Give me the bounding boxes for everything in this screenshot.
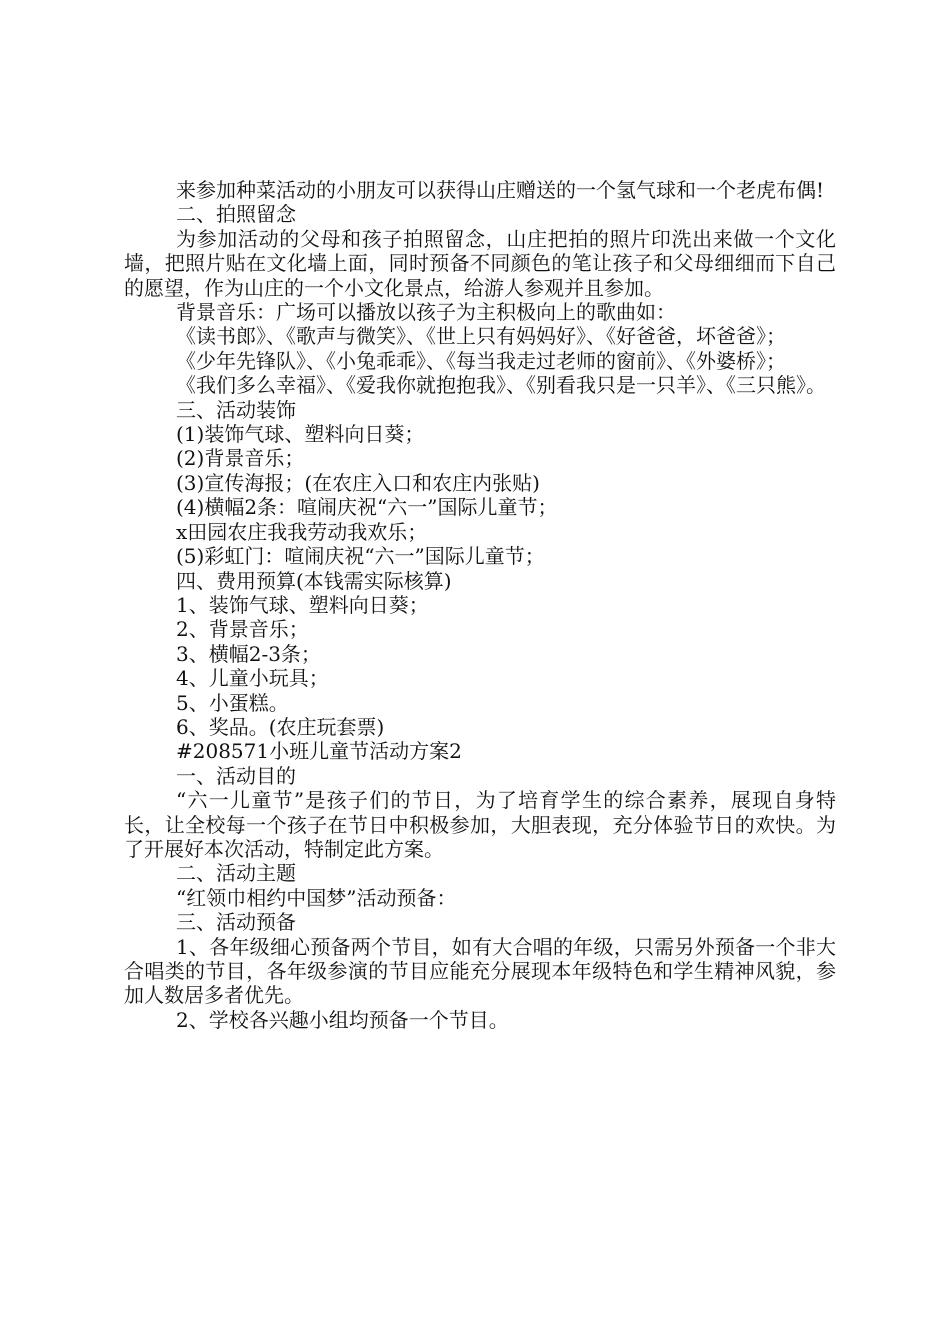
section-heading: 三、活动预备	[176, 910, 296, 935]
section-heading: 二、活动主题	[176, 861, 296, 886]
list-item: 4、儿童小玩具；	[176, 666, 329, 691]
paragraph: 来参加种菜活动的小朋友可以获得山庄赠送的一个氢气球和一个老虎布偶!	[176, 178, 825, 202]
section-heading: 一、活动目的	[176, 763, 296, 788]
list-item: x田园农庄我我劳动我欢乐；	[176, 519, 428, 544]
paragraph: 为参加活动的父母和孩子拍照留念，山庄把拍的照片印洗出来做一个文化墙，把照片贴在文化墙上面，同时预备不同颜色的笔让孩子和父母细细而下自己的愿望，作为山庄的一个小文化景点，给游人参观并且参加。	[124, 226, 836, 300]
paragraph: 背景音乐：广场可以播放以孩子为主积极向上的歌曲如：	[176, 300, 676, 325]
list-item: 1、装饰气球、塑料向日葵；	[176, 592, 429, 617]
section-heading: 二、拍照留念	[176, 202, 296, 227]
list-item: (3)宣传海报；(在农庄入口和农庄内张贴)	[176, 470, 540, 495]
document-body	[124, 178, 836, 1032]
document-title: #208571小班儿童节活动方案2	[176, 739, 462, 764]
list-item: 3、横幅2-3条；	[176, 641, 321, 666]
song-list-line: 《我们多么幸福》、《爱我你就抱抱我》、《别看我只是一只羊》、《三只熊》。	[176, 373, 826, 398]
song-list-line: 《少年先锋队》、《小兔乖乖》、《每当我走过老师的窗前》、《外婆桥》；	[176, 348, 786, 373]
list-item: (2)背景音乐；	[176, 446, 305, 471]
list-item: (1)装饰气球、塑料向日葵；	[176, 422, 425, 447]
list-item: (4)横幅2条：喧闹庆祝“六一”国际儿童节；	[176, 495, 558, 520]
paragraph: “红领巾相约中国梦”活动预备：	[176, 885, 457, 910]
paragraph: 2、学校各兴趣小组均预备一个节目。	[176, 1007, 509, 1032]
list-item: 2、背景音乐；	[176, 617, 309, 642]
list-item: (5)彩虹门：喧闹庆祝“六一”国际儿童节；	[176, 544, 545, 569]
paragraph: 1、各年级细心预备两个节目，如有大合唱的年级，只需另外预备一个非大合唱类的节目，各年级参演的节目应能充分展现本年级特色和学生精神风貌，参加人数居多者优先。	[124, 934, 836, 1008]
section-heading: 三、活动装饰	[176, 397, 296, 422]
list-item: 5、小蛋糕。	[176, 690, 289, 715]
section-heading: 四、费用预算(本钱需实际核算)	[176, 568, 452, 593]
list-item: 6、奖品。(农庄玩套票)	[176, 714, 385, 739]
song-list-line: 《读书郎》、《歌声与微笑》、《世上只有妈妈好》、《好爸爸，坏爸爸》；	[176, 324, 786, 349]
paragraph: “六一儿童节”是孩子们的节日，为了培育学生的综合素养，展现自身特长，让全校每一个孩子在节日中积极参加，大胆表现，充分体验节日的欢快。为了开展好本次活动，特制定此方案。	[124, 788, 836, 861]
